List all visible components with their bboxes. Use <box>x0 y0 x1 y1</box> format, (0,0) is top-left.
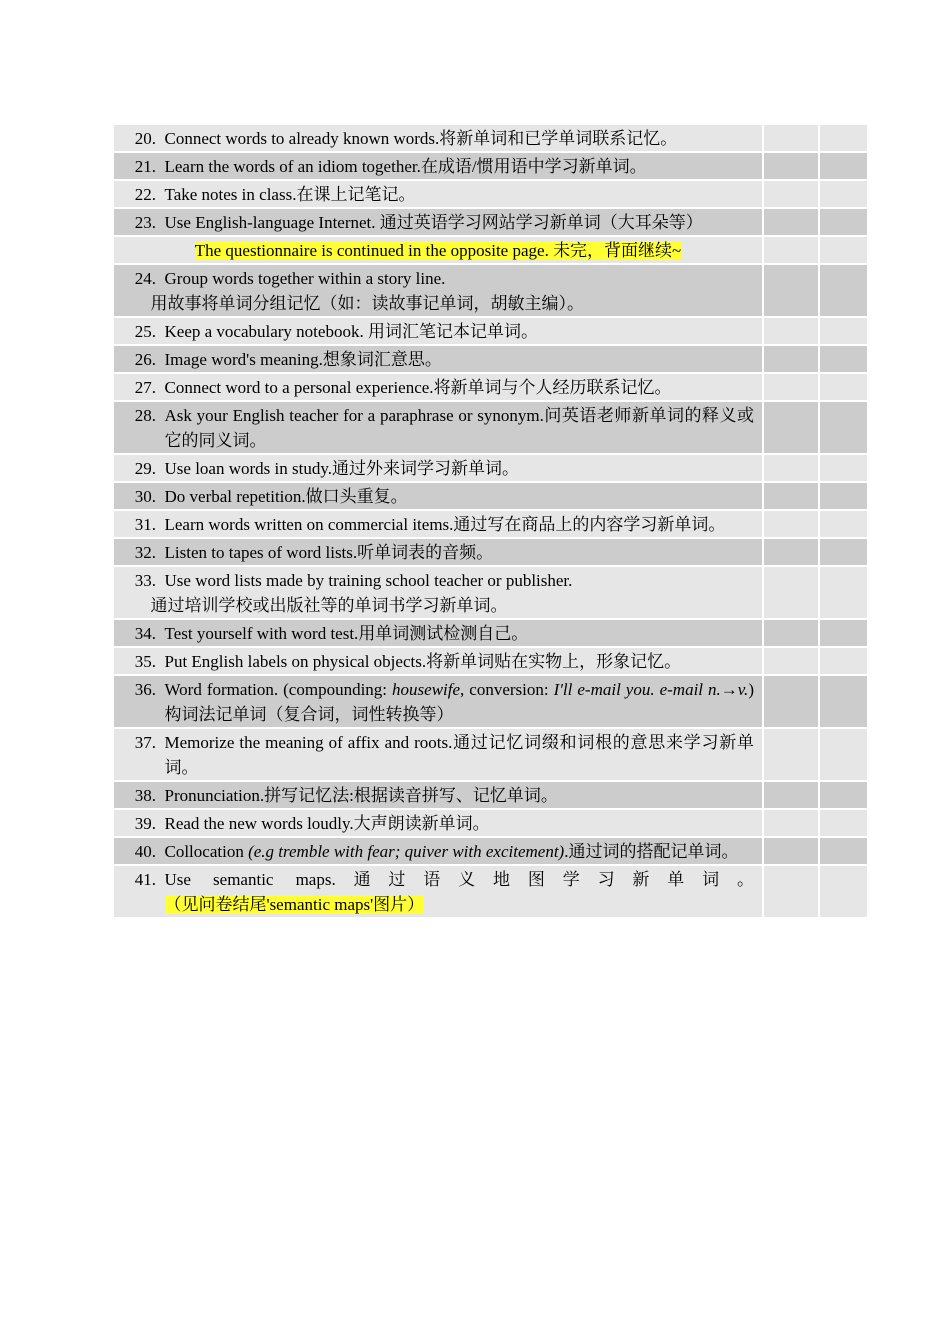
item-text-cn: 听单词表的音频。 <box>357 543 494 562</box>
answer-cell[interactable] <box>763 510 819 538</box>
item-text-en: Take notes in class. <box>164 185 297 204</box>
answer-cell[interactable] <box>763 152 819 180</box>
answer-cell[interactable] <box>819 647 868 675</box>
item-text-en: Collocation <box>164 842 249 861</box>
answer-cell[interactable] <box>763 566 819 619</box>
table-row <box>114 728 868 781</box>
item-text-en: Learn the words of an idiom together. <box>164 157 421 176</box>
item-text-cn: 在课上记笔记。 <box>296 185 416 204</box>
item-text-cn: 构词法记单词（复合词，词性转换等） <box>164 705 454 724</box>
table-row <box>114 865 868 918</box>
item-text-en: Use loan words in study. <box>164 459 332 478</box>
item-number: 20. <box>134 129 156 148</box>
item-number: 41. <box>134 870 156 889</box>
item-text-en: Use English-language Internet. <box>164 213 380 232</box>
table-row <box>114 317 868 345</box>
table-row <box>114 647 868 675</box>
item-number: 33. <box>134 571 156 590</box>
item-text-en: Group words together within a story line. <box>164 269 446 288</box>
item-number: 25. <box>134 322 156 341</box>
table-row <box>114 837 868 865</box>
table-row <box>114 264 868 317</box>
table-row <box>114 619 868 647</box>
item-text-cn: 做口头重复。 <box>305 487 408 506</box>
answer-cell[interactable] <box>819 373 868 401</box>
answer-cell[interactable] <box>819 208 868 236</box>
answer-cell[interactable] <box>819 482 868 510</box>
item-text-en: Word formation. (compounding: <box>164 680 393 699</box>
table-row <box>114 345 868 373</box>
item-text-en: Keep a vocabulary notebook. <box>164 322 368 341</box>
answer-cell[interactable] <box>819 781 868 809</box>
item-number: 36. <box>134 680 156 699</box>
table-row <box>114 152 868 180</box>
item-text-en-italic: (e.g tremble with fear; quiver with excitement) <box>248 842 565 861</box>
answer-cell <box>819 236 868 264</box>
item-text-cn: 用故事将单词分组记忆（如：读故事记单词，胡敏主编）。 <box>150 294 584 313</box>
answer-cell[interactable] <box>819 454 868 482</box>
table-row <box>114 180 868 208</box>
item-text-cn: 通过记忆词缀和词根的意思来学习新单词。 <box>164 733 755 777</box>
item-text-cn: 通过写在商品上的内容学习新单词。 <box>453 515 726 534</box>
item-text-cn: 拼写记忆法:根据读音拼写、记忆单词。 <box>264 786 558 805</box>
questionnaire-table <box>114 125 869 919</box>
answer-cell[interactable] <box>763 264 819 317</box>
item-text-cn: 将新单词和已学单词联系记忆。 <box>439 129 678 148</box>
answer-cell[interactable] <box>819 180 868 208</box>
item-text-en: Listen to tapes of word lists. <box>164 543 358 562</box>
item-number: 38. <box>134 786 156 805</box>
item-text-en: Ask your English teacher for a paraphrase or synonym. <box>164 406 544 425</box>
item-text-en: Pronunciation. <box>164 786 265 805</box>
item-text-cn: 通过英语学习网站学习新单词（大耳朵等） <box>379 213 703 232</box>
answer-cell <box>763 236 819 264</box>
answer-cell[interactable] <box>819 264 868 317</box>
item-number: 21. <box>134 157 156 176</box>
answer-cell[interactable] <box>819 152 868 180</box>
answer-cell[interactable] <box>763 728 819 781</box>
item-text-en: . <box>564 842 569 861</box>
answer-cell[interactable] <box>763 208 819 236</box>
item-text-cn: 将新单词与个人经历联系记忆。 <box>433 378 672 397</box>
answer-cell[interactable] <box>819 566 868 619</box>
table-row <box>114 125 868 152</box>
item-number: 39. <box>134 814 156 833</box>
table-row <box>114 809 868 837</box>
answer-cell[interactable] <box>819 317 868 345</box>
item-number: 34. <box>134 624 156 643</box>
table-row <box>114 566 868 619</box>
item-text-en: Use semantic maps. <box>164 870 336 889</box>
item-text-cn: 想象词汇意思。 <box>322 350 442 369</box>
table-row <box>114 538 868 566</box>
answer-cell[interactable] <box>819 809 868 837</box>
item-text-en: ) <box>748 680 754 699</box>
answer-cell[interactable] <box>763 619 819 647</box>
item-text-en-italic: housewife <box>392 680 461 699</box>
item-text-en: , conversion: <box>460 680 554 699</box>
item-number: 30. <box>134 487 156 506</box>
continued-notice: The questionnaire is continued in the opposite page. 未完，背面继续~ <box>194 241 682 260</box>
answer-cell[interactable] <box>763 317 819 345</box>
item-text-cn: 用单词测试检测自己。 <box>358 624 529 643</box>
item-number: 24. <box>134 269 156 288</box>
answer-cell[interactable] <box>763 454 819 482</box>
item-text-en: Learn words written on commercial items. <box>164 515 454 534</box>
answer-cell[interactable] <box>763 809 819 837</box>
table-row <box>114 781 868 809</box>
answer-cell[interactable] <box>763 125 819 152</box>
answer-cell[interactable] <box>763 538 819 566</box>
item-number: 27. <box>134 378 156 397</box>
item-text-cn: 大声朗读新单词。 <box>353 814 490 833</box>
item-text-cn: 将新单词贴在实物上，形象记忆。 <box>426 652 682 671</box>
item-number: 26. <box>134 350 156 369</box>
answer-cell[interactable] <box>819 510 868 538</box>
item-text-cn: 在成语/惯用语中学习新单词。 <box>420 157 647 176</box>
item-number: 23. <box>134 213 156 232</box>
semantic-maps-note: （见问卷结尾'semantic maps'图片） <box>164 895 425 914</box>
item-text-en: Read the new words loudly. <box>164 814 354 833</box>
item-text-en: Do verbal repetition. <box>164 487 306 506</box>
item-text-cn: 通过外来词学习新单词。 <box>331 459 519 478</box>
item-text-cn: 通过培训学校或出版社等的单词书学习新单词。 <box>150 596 508 615</box>
item-text-en: Memorize the meaning of affix and roots. <box>164 733 453 752</box>
answer-cell[interactable] <box>819 125 868 152</box>
item-number: 29. <box>134 459 156 478</box>
answer-cell[interactable] <box>819 401 868 454</box>
answer-cell[interactable] <box>763 373 819 401</box>
answer-cell[interactable] <box>819 865 868 918</box>
item-text-en-italic: I'll e-mail you. e-mail n.→v. <box>553 680 749 699</box>
table-row <box>114 482 868 510</box>
item-number: 37. <box>134 733 156 752</box>
item-text-cn: 通过语义地图学习新单词。 <box>335 870 755 889</box>
item-number: 40. <box>134 842 156 861</box>
answer-cell[interactable] <box>763 482 819 510</box>
item-number: 35. <box>134 652 156 671</box>
answer-cell[interactable] <box>763 675 819 728</box>
table-row <box>114 373 868 401</box>
item-number: 31. <box>134 515 156 534</box>
answer-cell[interactable] <box>763 865 819 918</box>
answer-cell[interactable] <box>819 619 868 647</box>
answer-cell[interactable] <box>819 675 868 728</box>
item-text-en: Test yourself with word test. <box>164 624 359 643</box>
answer-cell[interactable] <box>819 728 868 781</box>
table-row <box>114 208 868 236</box>
answer-cell[interactable] <box>763 345 819 373</box>
answer-cell[interactable] <box>763 647 819 675</box>
item-text-en: Connect word to a personal experience. <box>164 378 434 397</box>
answer-cell[interactable] <box>763 781 819 809</box>
answer-cell[interactable] <box>819 538 868 566</box>
answer-cell[interactable] <box>763 180 819 208</box>
table-row <box>114 401 868 454</box>
item-text-en: Put English labels on physical objects. <box>164 652 427 671</box>
item-text-en: Connect words to already known words. <box>164 129 440 148</box>
answer-cell[interactable] <box>819 837 868 865</box>
item-text-cn: 用词汇笔记本记单词。 <box>367 322 538 341</box>
item-number: 32. <box>134 543 156 562</box>
item-text-en: Image word's meaning. <box>164 350 323 369</box>
answer-cell[interactable] <box>763 837 819 865</box>
item-text-cn: 通过词的搭配记单词。 <box>568 842 739 861</box>
item-text-en: Use word lists made by training school teacher or publisher. <box>164 571 573 590</box>
notice-row <box>114 236 868 264</box>
item-number: 22. <box>134 185 156 204</box>
item-text-cn: 问英语老师新单词的释义或它的同义词。 <box>164 406 755 450</box>
table-row <box>114 675 868 728</box>
table-row <box>114 454 868 482</box>
answer-cell[interactable] <box>819 345 868 373</box>
answer-cell[interactable] <box>763 401 819 454</box>
table-row <box>114 510 868 538</box>
item-number: 28. <box>134 406 156 425</box>
